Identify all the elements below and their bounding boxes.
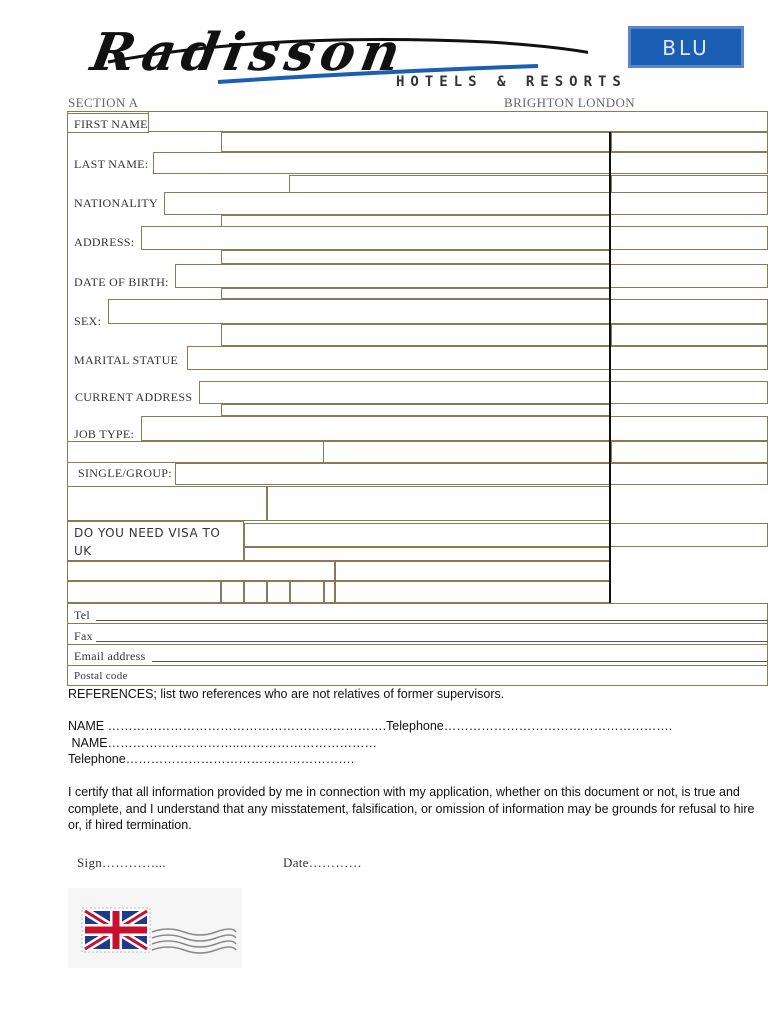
dob-label: DATE OF BIRTH:	[74, 275, 169, 289]
first-name-sub-cell-right[interactable]	[611, 132, 768, 152]
extra-row2-cell-2[interactable]	[221, 581, 244, 603]
dob-sub-cell[interactable]	[221, 288, 611, 299]
marital-label: MARITAL STATUE	[74, 353, 179, 367]
extra-row2-cell-1[interactable]	[67, 581, 221, 603]
location-label: BRIGHTON LONDON	[504, 95, 636, 110]
extra-row-cell-left[interactable]	[67, 561, 335, 581]
logo-badge-text: BLU	[662, 36, 710, 60]
sex-sub-cell[interactable]	[221, 324, 611, 346]
last-name-sub-cell-right[interactable]	[611, 175, 768, 193]
dob-input[interactable]	[175, 264, 768, 288]
tel-label: Tel	[74, 608, 91, 622]
references-heading: REFERENCES; list two references who are not relatives of former supervisors.	[68, 687, 505, 701]
reference-line-3[interactable]: Telephone……………………………………………….	[68, 752, 355, 766]
extra-row2-cell-6[interactable]	[324, 581, 335, 603]
marital-input[interactable]	[187, 346, 768, 370]
certification-text: I certify that all information provided by me in connection with my application, whether on this document or not, is true and complete, and I understand that any misstatement, falsification, or omission of information may be grounds for refusal to hire or, if hired termination.	[68, 785, 755, 832]
tel-row	[67, 623, 768, 624]
single-group-sub-cell[interactable]	[267, 486, 611, 521]
last-name-label: LAST NAME:	[74, 157, 149, 171]
sex-sub-cell-right[interactable]	[611, 324, 768, 346]
postal-label: Postal code	[74, 670, 128, 682]
sex-input[interactable]	[108, 299, 768, 324]
date-field[interactable]: Date…………	[283, 855, 362, 870]
sex-label: SEX:	[74, 314, 102, 328]
uk-stamp-icon	[68, 888, 242, 968]
visa-sub-cell[interactable]	[244, 547, 611, 561]
current-address-label: CURRENT ADDRESS	[75, 390, 193, 404]
logo	[68, 22, 748, 92]
visa-label-line2: UK	[74, 544, 92, 558]
visa-label-line1: DO YOU NEED VISA TO	[74, 526, 221, 540]
email-row	[67, 665, 768, 666]
union-jack-stamp-icon	[68, 888, 242, 968]
sign-field[interactable]: Sign…………...	[77, 855, 166, 870]
section-label: SECTION A	[68, 95, 139, 110]
logo-subtitle: HOTELS & RESORTS	[396, 74, 627, 90]
form-right-border	[609, 132, 611, 603]
single-group-input[interactable]	[175, 463, 768, 485]
tel-input-line[interactable]	[96, 620, 768, 621]
fax-input-line[interactable]	[96, 641, 768, 642]
reference-line-2[interactable]: NAME…………………………..……………………………	[68, 736, 378, 750]
address-label: ADDRESS:	[74, 235, 135, 249]
last-name-sub-cell[interactable]	[289, 175, 611, 193]
job-type-input[interactable]	[141, 416, 768, 441]
visa-input[interactable]	[244, 523, 768, 547]
first-name-label: FIRST NAME	[74, 117, 148, 131]
first-name-sub-cell[interactable]	[221, 132, 611, 152]
address-input[interactable]	[141, 226, 768, 250]
single-group-label: SINGLE/GROUP:	[78, 466, 172, 480]
extra-row2-cell-3[interactable]	[244, 581, 267, 603]
current-address-input[interactable]	[199, 381, 768, 404]
first-name-input[interactable]	[148, 111, 768, 132]
extra-row2-cell-5[interactable]	[290, 581, 324, 603]
single-group-sub-cell-left[interactable]	[67, 486, 267, 521]
nationality-input[interactable]	[164, 192, 768, 215]
extra-row-cell-right[interactable]	[335, 561, 611, 581]
job-type-label: JOB TYPE:	[74, 427, 135, 441]
fax-label: Fax	[74, 629, 93, 643]
logo-script-text: Radisson	[86, 22, 411, 83]
job-type-sub-cell-right[interactable]	[611, 441, 768, 463]
email-label: Email address	[74, 649, 146, 663]
extra-row2-cell-7[interactable]	[335, 581, 611, 603]
extra-row2-cell-4[interactable]	[267, 581, 290, 603]
last-name-input[interactable]	[153, 152, 768, 174]
nationality-label: NATIONALITY	[74, 196, 158, 210]
reference-line-1[interactable]: NAME ………………………………………………………….Telephone……………………………………………….	[68, 719, 673, 733]
job-type-sub-cell-left[interactable]	[67, 441, 324, 463]
address-sub-cell[interactable]	[221, 250, 611, 264]
fax-row	[67, 644, 768, 645]
logo-badge	[628, 26, 744, 68]
job-type-sub-cell[interactable]	[323, 441, 611, 463]
email-input-line[interactable]	[152, 661, 768, 662]
current-address-sub-cell[interactable]	[221, 404, 611, 416]
